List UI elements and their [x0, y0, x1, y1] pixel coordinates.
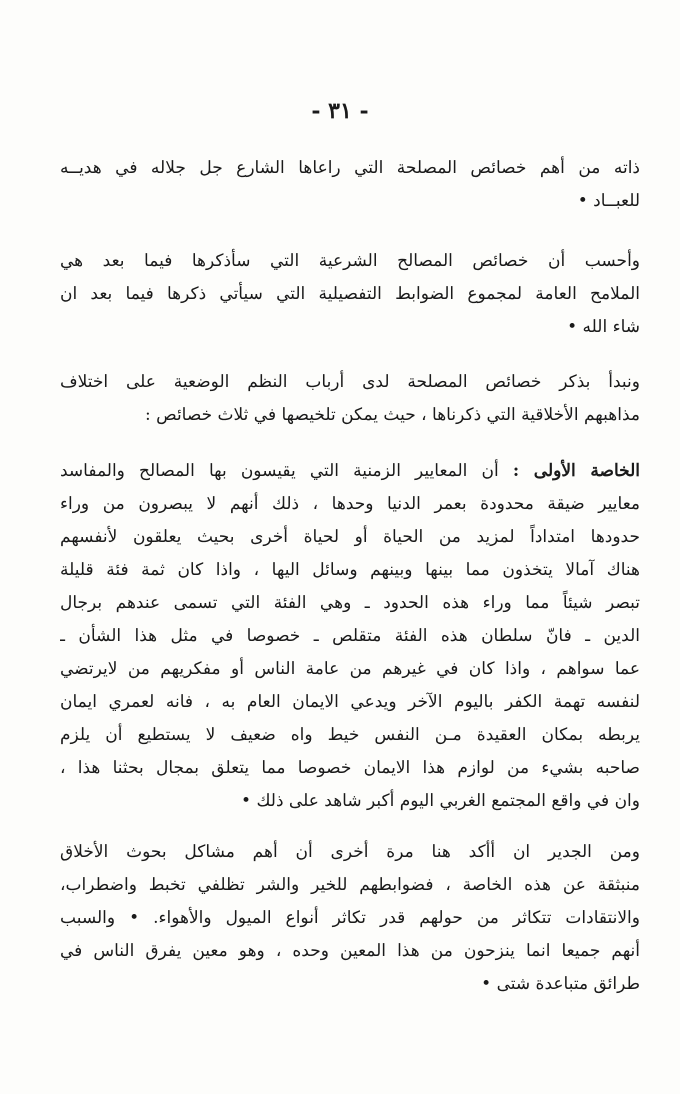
paragraph-2 [60, 245, 640, 344]
paragraph-line: تبصر شيئاً مما وراء هذه الحدود ـ وهي الفئة التي تسمى عندهم برجال [60, 593, 640, 613]
paragraph-line: ونبدأ بذكر خصائص المصلحة لدى أرباب النظم الوضعية على اختلاف [60, 372, 640, 392]
paragraph-line: منبثقة عن هذه الخاصة ، فضوابطهم للخير والشر تظلفي تخبط واضطراب، [60, 875, 640, 895]
paragraph-first-line [60, 455, 640, 488]
paragraph-line: عما سواهم ، واذا كان في غيرهم من عامة الناس أو مفكريهم من لايرتضي [60, 659, 640, 679]
paragraph-line-rest: أن المعايير الزمنية التي يقيسون بها المصالح والمفاسد [60, 461, 499, 481]
paragraph-line: وأحسب أن خصائص المصالح الشرعية التي سأذكرها فيما بعد هي [60, 251, 640, 271]
paragraph-line: ومن الجدير ان أأكد هنا مرة أخرى أن أهم مشاكل بحوث الأخلاق [60, 842, 640, 862]
paragraph-line: مذاهبهم الأخلاقية التي ذكرناها ، حيث يمكن تلخيصها في ثلاث خصائص : [144, 405, 640, 425]
paragraph-4 [60, 455, 640, 818]
paragraph-3 [60, 366, 640, 432]
paragraph-line: لنفسه تهمة الكفر باليوم الآخر ويدعي الايمان العام به ، فانه لعمري ايمان [60, 692, 640, 712]
paragraph-line: حدودها امتداداً لمزيد من الحياة أو لحياة أخرى بحيث يعلقون لأنفسهم [60, 527, 640, 547]
paragraph-line: وان في واقع المجتمع الغربي اليوم أكبر شاهد على ذلك • [241, 791, 640, 811]
paragraph-line: معايير ضيقة محدودة بعمر الدنيا وحدها ، ذلك أنهم لا يبصرون من وراء [60, 494, 640, 514]
paragraph-line: شاء الله • [567, 317, 640, 337]
paragraph-line: الملامح العامة لمجموع الضوابط التفصيلية التي سيأتي ذكرها فيما بعد ان [60, 284, 640, 304]
paragraph-5 [60, 836, 640, 1001]
paragraph-line: الدين ـ فانّ سلطان هذه الفئة متقلص ـ خصوصا في مثل هذا الشأن ـ [60, 626, 640, 646]
paragraph-line: ذاته من أهم خصائص المصلحة التي راعاها الشارع جل جلاله في هديــه [60, 158, 640, 178]
paragraph-line: يربطه بمكان العقيدة مـن النفس خيط واه ضعيف لا يستطيع أن يلزم [60, 725, 640, 745]
paragraph-1 [60, 152, 640, 218]
page-number: - ٣١ - [311, 98, 369, 124]
paragraph-line: للعبــاد • [577, 191, 640, 211]
paragraph-line: أنهم جميعا انما ينزحون من هذا المعين وحده ، وهو معين يفرق الناس في [60, 941, 640, 961]
paragraph-line: طرائق متباعدة شتى • [481, 974, 640, 994]
section-heading: الخاصة الأولى : [512, 461, 640, 481]
paragraph-line: صاحبه بشيء من لوازم هذا الايمان خصوصا مما يتعلق بمجال بحثنا هذا ، [60, 758, 640, 778]
paragraph-line: والانتقادات تتكاثر من حولهم قدر تكاثر أنواع الميول والأهواء. • والسبب [60, 908, 640, 928]
paragraph-line: هناك آمالا يتخذون مما بينها وبينهم وسائل اليها ، واذا كان ثمة فئة قليلة [60, 560, 640, 580]
